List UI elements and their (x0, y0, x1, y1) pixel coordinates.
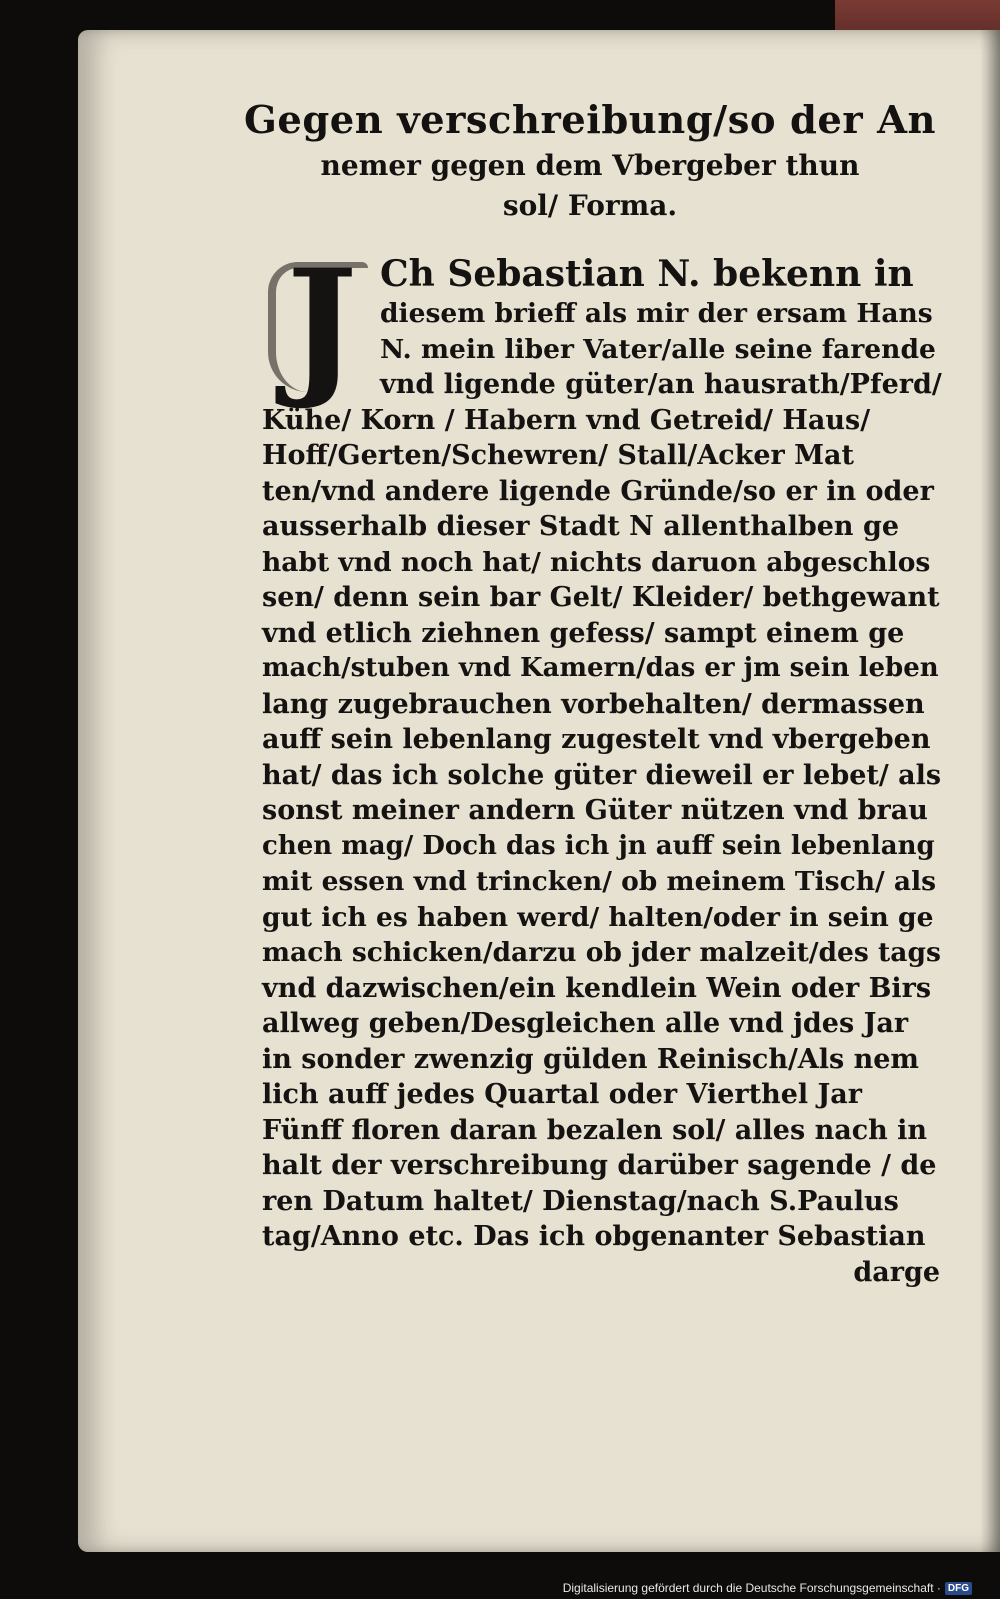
text-line: gut ich es haben werd/ halten/oder in sein ge (262, 901, 934, 933)
text-line: sen/ denn sein bar Gelt/ Kleider/ bethgewant (262, 582, 940, 613)
text-line: mach schicken/darzu ob jder malzeit/des tags (262, 937, 941, 968)
body-text (262, 237, 942, 1290)
text-line: N. mein liber Vater/alle seine farende (380, 333, 936, 365)
text-line: halt der verschreibung darüber sagende / de (262, 1150, 937, 1181)
text-line: vnd ligende güter/an hausrath/Pferd/ (380, 369, 942, 400)
heading-line-1: Gegen verschreibung/so der An (244, 98, 936, 143)
text-line: auff sein lebenlang zugestelt vnd vbergeben (262, 724, 931, 755)
heading-line-2: nemer gegen dem Vbergeber thun (320, 149, 860, 182)
dfg-logo: DFG (945, 1582, 972, 1595)
credit-text: Digitalisierung gefördert durch die Deutsche Forschungsgemeinschaft · (562, 1581, 941, 1595)
text-line: diesem brieff als mir der ersam Hans (380, 298, 933, 329)
text-line: Kühe/ Korn / Habern vnd Getreid/ Haus/ (262, 404, 871, 436)
text-line: Hoff/Gerten/Schewren/ Stall/Acker Mat (262, 440, 855, 471)
text-line: vnd dazwischen/ein kendlein Wein oder Birs (262, 972, 932, 1004)
text-line: ren Datum haltet/ Dienstag/nach S.Paulus (262, 1185, 899, 1217)
text-line: hat/ das ich solche güter dieweil er lebet/ als (262, 759, 942, 791)
text-line: ausserhalb dieser Stadt N allenthalben ge (262, 511, 900, 542)
text-line: habt vnd noch hat/ nichts daruon abgeschlos (262, 546, 931, 578)
text-line: tag/Anno etc. Das ich obgenanter Sebastian (262, 1221, 926, 1252)
text-line: allweg geben/Desgleichen alle vnd jdes Jar (262, 1008, 909, 1039)
catchword: darge (853, 1256, 940, 1288)
digitization-credit (563, 1581, 972, 1595)
decorated-initial-letter: J (286, 237, 358, 413)
text-line: sonst meiner andern Güter nützen vnd brau (262, 795, 928, 826)
text-line: ten/vnd andere ligende Gründe/so er in oder (262, 475, 934, 507)
text-line: Fünff floren daran bezalen sol/ alles nach in (262, 1114, 928, 1146)
text-line: vnd etlich ziehnen gefess/ sampt einem ge (262, 617, 905, 649)
text-line: in sonder zwenzig gülden Reinisch/Als nem (262, 1043, 919, 1075)
heading-line-3: sol/ Forma. (502, 189, 678, 222)
text-line: lang zugebrauchen vorbehalten/ dermassen (262, 688, 925, 720)
page-heading (240, 96, 940, 226)
page-edge-shadow (980, 30, 1000, 1552)
text-line: Ch Sebastian N. bekenn in (380, 253, 914, 295)
text-line: mit essen vnd trincken/ ob meinem Tisch/ als (262, 866, 937, 897)
text-line: lich auff jedes Quartal oder Vierthel Jar (262, 1079, 863, 1110)
text-line: chen mag/ Doch das ich jn auff sein lebenlang (262, 830, 935, 861)
text-line: mach/stuben vnd Kamern/das er jm sein leben (262, 653, 939, 683)
